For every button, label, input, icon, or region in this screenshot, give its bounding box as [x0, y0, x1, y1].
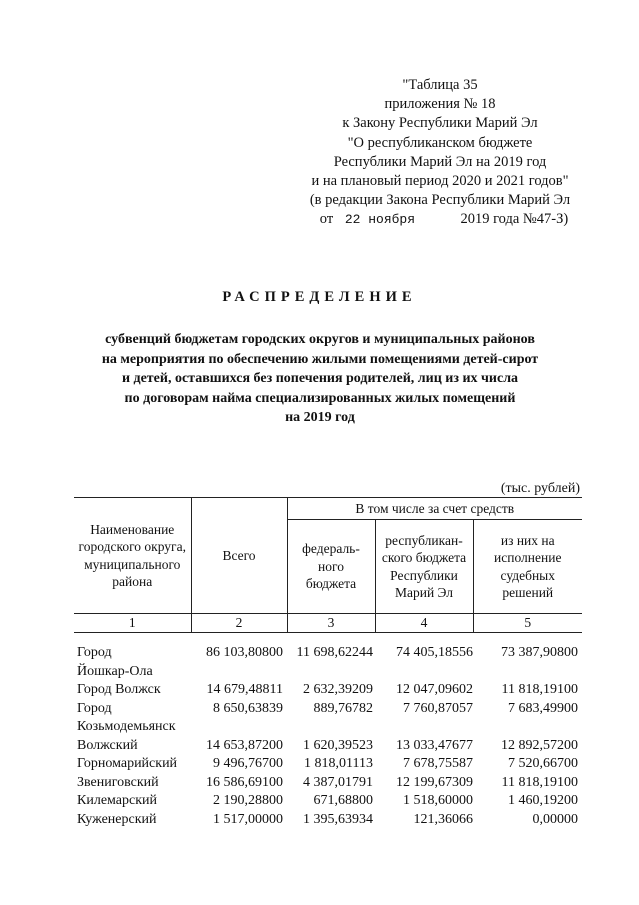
column-header-total: Всего	[191, 498, 287, 614]
column-header-court: из них на исполнение судебных решений	[473, 520, 582, 614]
row-name: Волжский	[77, 737, 138, 753]
table-row-continuation	[77, 718, 582, 737]
header-line: (в редакции Закона Республики Марий Эл	[309, 192, 571, 209]
header-line: "О республиканском бюджете	[347, 134, 533, 151]
header-line: Республики Марий Эл на 2019 год	[333, 153, 547, 170]
row-name: Килемарский	[77, 793, 158, 808]
date-prefix: от	[319, 211, 334, 228]
row-court: 1 460,19200	[508, 793, 578, 808]
row-federal: 1 395,63934	[303, 811, 373, 827]
data-table	[77, 644, 582, 829]
row-total: 86 103,80800	[206, 645, 283, 660]
subtitle-line: на мероприятия по обеспечению жилыми помещениями детей-сирот	[101, 351, 539, 367]
document-title: РАСПРЕДЕЛЕНИЕ	[222, 289, 417, 305]
row-federal: 2 632,39209	[303, 682, 373, 697]
row-federal: 11 698,62244	[296, 645, 373, 660]
table-row	[77, 811, 582, 830]
row-republic: 12 199,67309	[396, 774, 473, 790]
row-republic: 7 678,75587	[403, 756, 473, 771]
row-total: 14 679,48811	[206, 682, 283, 697]
row-total: 16 586,69100	[206, 774, 283, 790]
row-total: 8 650,63839	[213, 700, 283, 716]
document-header	[290, 76, 590, 230]
row-name: Куженерский	[77, 811, 157, 827]
row-federal: 1 818,01113	[304, 756, 373, 771]
subtitle-line: на 2019 год	[285, 410, 355, 425]
header-line: приложения № 18	[384, 96, 496, 113]
column-number: 1	[74, 614, 191, 633]
table-row	[77, 700, 582, 719]
row-republic: 13 033,47677	[396, 737, 473, 753]
table-row	[77, 681, 582, 700]
subtitle-line: субвенций бюджетам городских округов и муниципальных районов	[105, 332, 535, 347]
row-court: 7 520,66700	[508, 756, 578, 771]
date-suffix: 2019 года №47-З)	[460, 211, 569, 228]
row-republic: 12 047,09602	[396, 682, 473, 697]
row-total: 14 653,87200	[206, 737, 283, 753]
row-federal: 671,68800	[313, 793, 373, 808]
column-number: 2	[191, 614, 287, 633]
row-name-continuation: Козьмодемьянск	[77, 719, 176, 734]
row-federal: 1 620,39523	[303, 737, 373, 753]
units-label: (тыс. рублей)	[500, 481, 580, 496]
column-header-federal: федераль-ного бюджета	[287, 520, 375, 614]
row-name: Город	[77, 645, 112, 660]
table-row	[77, 737, 582, 756]
document-subtitle	[60, 330, 580, 428]
row-total: 1 517,00000	[213, 811, 283, 827]
row-court: 11 818,19100	[501, 682, 578, 697]
row-total: 9 496,76700	[213, 756, 283, 771]
column-header-name: Наименование городского округа, муниципального района	[74, 498, 191, 614]
table-row-continuation	[77, 663, 582, 682]
table-header	[74, 497, 582, 633]
row-federal: 889,76782	[313, 700, 373, 716]
row-republic: 74 405,18556	[396, 645, 473, 660]
subtitle-line: по договорам найма специализированных жилых помещений	[124, 390, 516, 406]
row-court: 0,00000	[532, 811, 578, 827]
column-number: 3	[287, 614, 375, 633]
header-line: "Таблица 35	[402, 77, 478, 93]
column-number: 5	[473, 614, 582, 633]
row-name: Горномарийский	[77, 756, 178, 771]
row-republic: 7 760,87057	[403, 700, 473, 716]
column-header-republic: республикан-ского бюджета Республики Марий Эл	[375, 520, 473, 614]
table-row	[77, 644, 582, 663]
column-group-header: В том числе за счет средств	[287, 498, 582, 520]
table-row	[77, 755, 582, 774]
row-federal: 4 387,01791	[303, 774, 373, 790]
row-republic: 121,36066	[413, 811, 473, 827]
table-row	[77, 792, 582, 811]
row-republic: 1 518,60000	[403, 793, 473, 808]
row-total: 2 190,28800	[213, 793, 283, 808]
row-court: 12 892,57200	[501, 737, 578, 753]
column-number: 4	[375, 614, 473, 633]
row-name: Город	[77, 700, 112, 716]
row-court: 11 818,19100	[501, 774, 578, 790]
header-line: к Закону Республики Марий Эл	[342, 115, 538, 132]
header-line: и на плановый период 2020 и 2021 годов"	[311, 173, 569, 190]
header-date-line	[290, 210, 590, 229]
subtitle-line: и детей, оставшихся без попечения родителей, лиц из их числа	[121, 371, 519, 386]
row-name: Город Волжск	[77, 682, 161, 697]
row-court: 73 387,90800	[501, 645, 578, 660]
row-name-continuation: Йошкар-Ола	[77, 663, 153, 679]
date-handwritten: 22 ноября	[344, 212, 416, 228]
row-name: Звениговский	[77, 774, 159, 790]
row-court: 7 683,49900	[508, 700, 578, 716]
table-row	[77, 774, 582, 793]
